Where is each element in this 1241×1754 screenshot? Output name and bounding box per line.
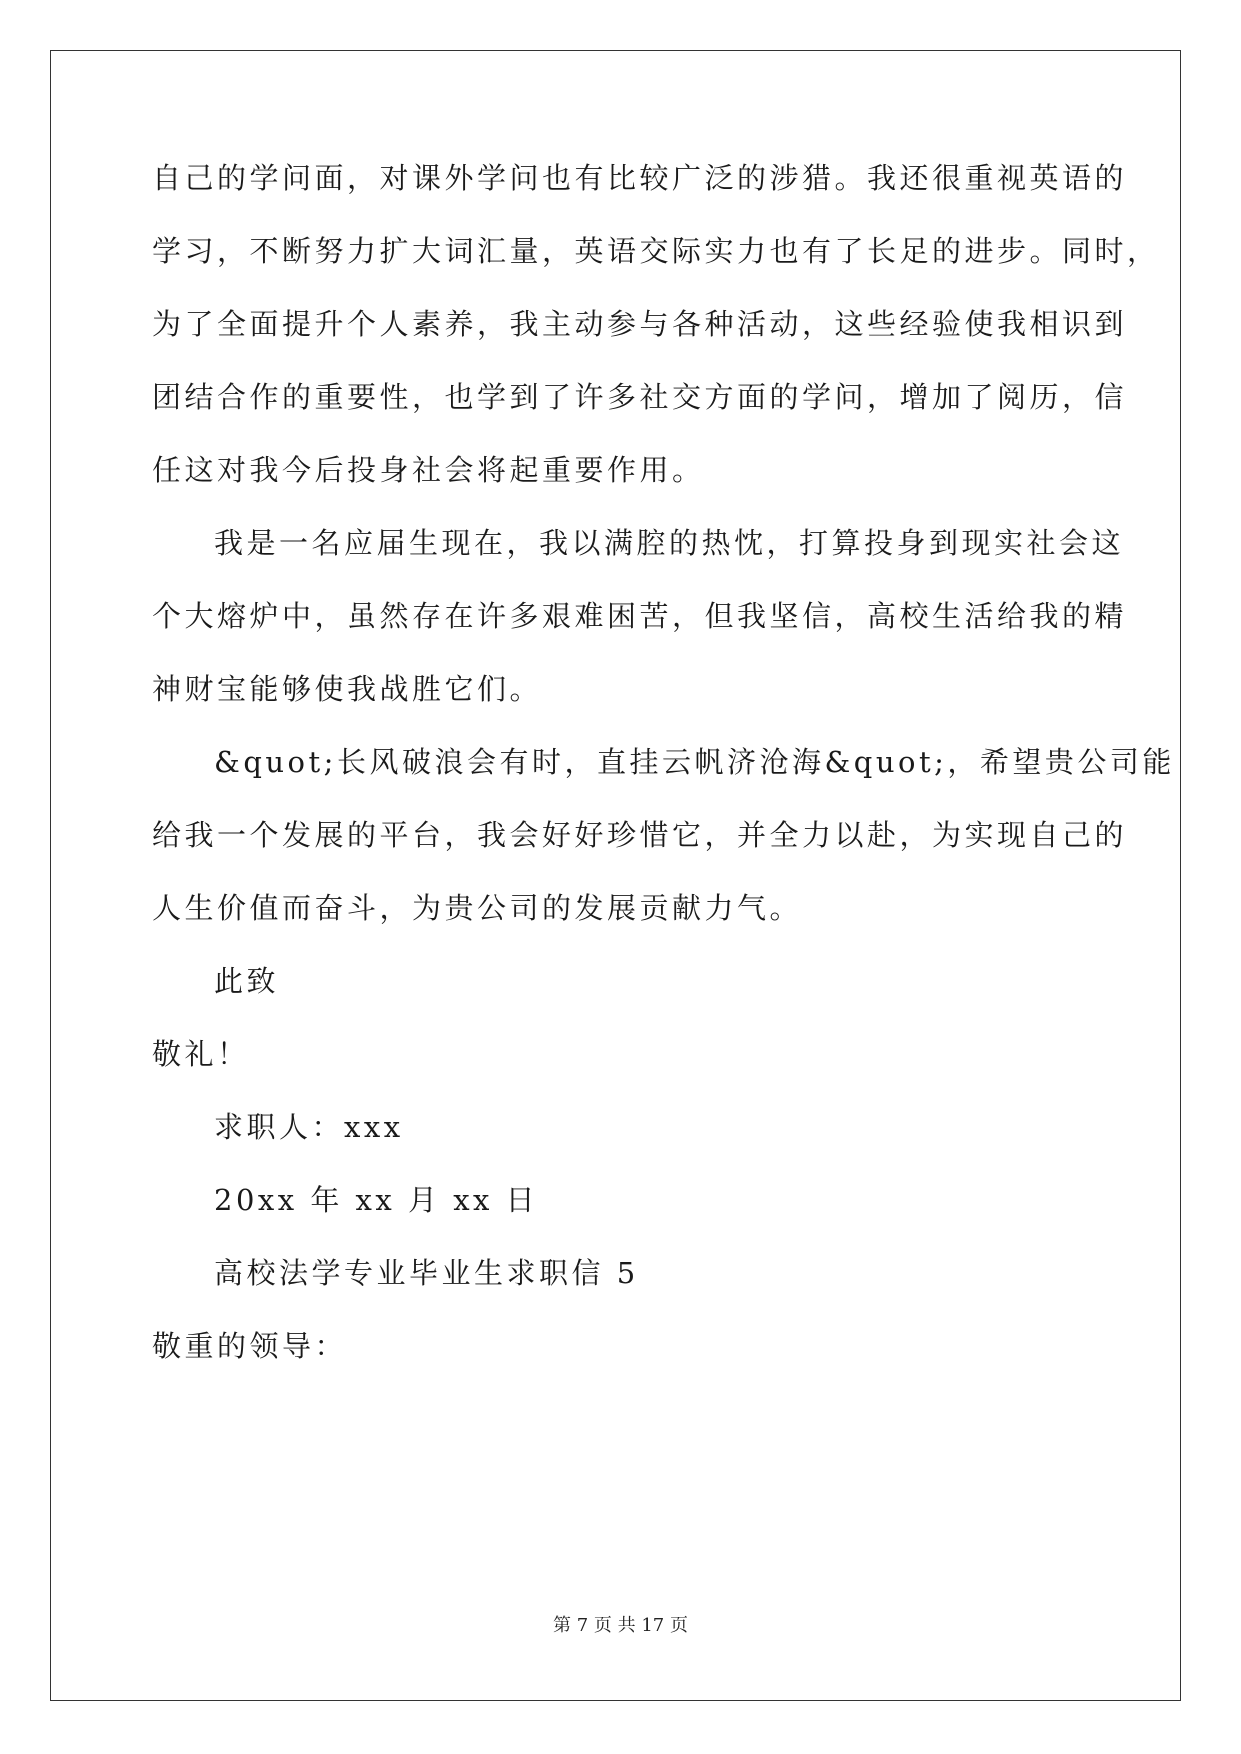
salutation-line: 敬礼！	[152, 1037, 250, 1071]
body-line: 任这对我今后投身社会将起重要作用。	[152, 453, 705, 487]
body-line: 给我一个发展的平台，我会好好珍惜它，并全力以赴，为实现自己的	[152, 818, 1128, 852]
page-number: 第 7 页 共 17 页	[553, 1615, 688, 1636]
body-line: 个大熔炉中，虽然存在许多艰难困苦，但我坚信，高校生活给我的精	[152, 599, 1128, 633]
body-line: 神财宝能够使我战胜它们。	[152, 672, 543, 706]
section-title: 高校法学专业毕业生求职信 5	[214, 1256, 639, 1290]
closing-line: 此致	[214, 964, 280, 998]
body-line: 团结合作的重要性，也学到了许多社交方面的学问，增加了阅历，信	[152, 380, 1128, 414]
greeting-line: 敬重的领导：	[152, 1329, 348, 1363]
body-line: 人生价值而奋斗，为贵公司的发展贡献力气。	[152, 891, 803, 925]
date-line: 20xx 年 xx 月 xx 日	[214, 1183, 539, 1217]
applicant-line: 求职人：xxx	[214, 1110, 404, 1144]
body-line: 学习，不断努力扩大词汇量，英语交际实力也有了长足的进步。同时，	[152, 234, 1160, 268]
body-line: &quot;长风破浪会有时，直挂云帆济沧海&quot;，希望贵公司能	[214, 745, 1175, 779]
page-border	[50, 50, 1181, 1701]
body-line: 我是一名应届生现在，我以满腔的热忱，打算投身到现实社会这	[214, 526, 1125, 560]
body-line: 自己的学问面，对课外学问也有比较广泛的涉猎。我还很重视英语的	[152, 161, 1128, 195]
body-line: 为了全面提升个人素养，我主动参与各种活动，这些经验使我相识到	[152, 307, 1128, 341]
